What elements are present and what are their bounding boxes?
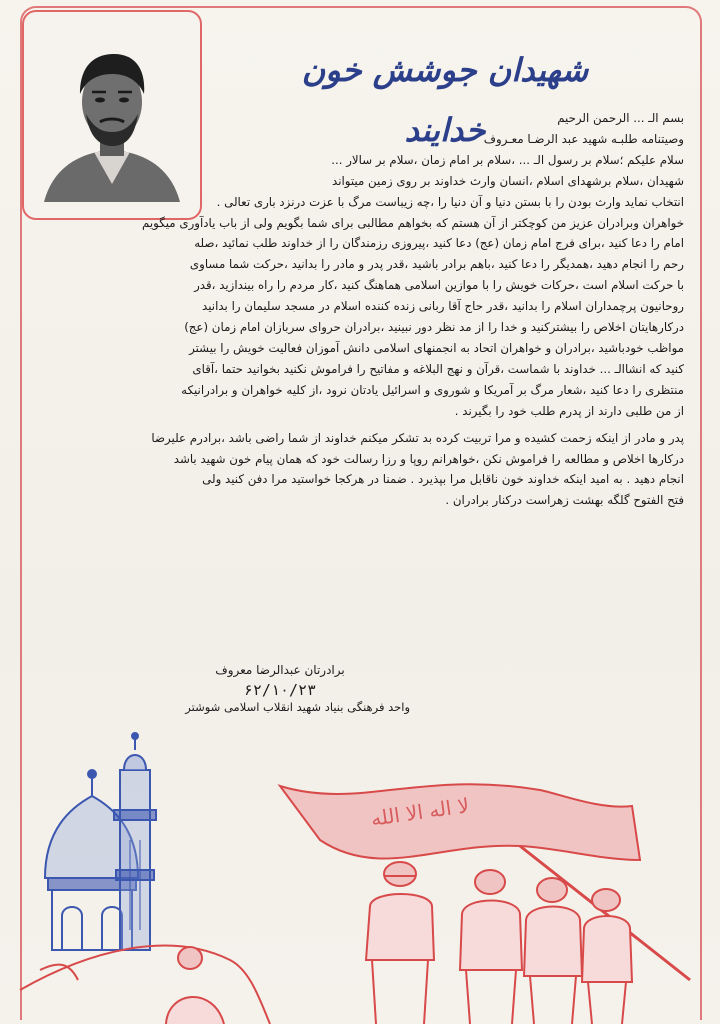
signature-name: برادرتان عبدالرضا معروف xyxy=(215,663,345,677)
text-line: مواظب خودباشید ،برادران و خواهران اتحاد به انجمنهای اسلامی دانش آموزان فعالیت خویش را بیشتر xyxy=(189,340,684,355)
text-line: انتخاب نماید وارث بودن را با بستن دنیا و آن دنیا را ،چه زیباست مرگ با عزت درنزد باری تعالی . xyxy=(216,194,684,209)
issuing-organization: واحد فرهنگی بنیاد شهید انقلاب اسلامی شوشتر xyxy=(185,700,410,714)
text-line: پدر و مادر از اینکه زحمت کشیده و مرا تربیت کرده بد تشکر میکنم خداوند از شما راضی باشد ،برادرم علیرضا xyxy=(151,430,684,445)
text-line: امام را دعا کنید ،برای فرج امام زمان (عج) دعا کنید ،پیروزی رزمندگان را از خداوند طلب نمائید ،صله xyxy=(194,236,684,251)
text-line: بسم الـ ... الرحمن الرحیم xyxy=(557,111,684,125)
text-line: درکارها اخلاص و مطالعه را فراموش نکن ،خواهرانم روپا و رزا رسالت خود که همان پیام خون شهید باشد xyxy=(173,451,684,466)
text-line: درکارهایتان اخلاص را بیشترکنید و خدا را از مد نظر دور نبینید ،برادران حروای سربازان امام زمان (عج) xyxy=(184,320,684,335)
text-line: رحم را انجام دهید ،همدیگر را دعا کنید ،باهم برادر باشید ،قدر پدر و مادر را بدانید ،حرکت شما مساوی xyxy=(189,257,684,272)
text-line: روحانیون پرچمداران اسلام را بدانید ،قدر حاج آقا ربانی زنده کننده اسلام در مسجد سلیمان را بدانید xyxy=(202,299,684,314)
mosque-illustration xyxy=(45,733,156,950)
text-line: با حرکت اسلام است ،حرکات خویش را با موازین اسلامی هماهنگ کنید ،کار مردم را راه بیندازید ،قدر xyxy=(194,278,684,293)
text-line: کنید که انشاالـ ... خداوند با شماست ،قرآن و نهج البلاغه و مفاتیح را فراموش نکنید بخوانید حتما ،آقای xyxy=(192,361,684,376)
text-line: انجام دهید . به امید اینکه خداوند خون ناقابل مرا بپذیرد . ضمنا در هرکجا خواستید مرا دفن کنید ولی xyxy=(202,472,684,487)
text-line: وصیتنامه طلبـه شهید عبد الرضـا معـروف xyxy=(483,131,684,146)
signature-block xyxy=(190,660,370,700)
illustration xyxy=(0,730,720,1024)
text-line: سلام علیکم ؛سلام بر رسول الـ ... ،سلام بر امام زمان ،سلام بر سالار ... xyxy=(331,152,684,167)
banner-slogan: لا اله الا الله xyxy=(369,793,471,831)
soldiers-illustration xyxy=(166,862,632,1024)
will-text xyxy=(44,108,684,511)
text-line: شهیدان ،سلام برشهدای اسلام ،انسان وارث خداوند بر روی زمین میتواند xyxy=(332,173,684,188)
text-line: از من طلبی دارند از پدرم طلب خود را بگیرند . xyxy=(454,403,684,418)
text-line: منتظری را دعا کنید ،شعار مرگ بر آمریکا و شوروی و اسرائیل یادتان نرود ،از کلیه خواهران و برادرانیکه xyxy=(181,382,684,397)
text-line: خواهران وبرادران عزیز من کوچکتر از آن هستم که بخواهم مطالبی برای شما بگویم ولی از باب یادآوری میگویم xyxy=(141,215,684,230)
signature-date: ۶۲/۱۰/۲۳ xyxy=(243,681,317,699)
page-title: شهیدان جوشش خون خدایند xyxy=(301,51,589,149)
text-line: فتح الفتوح گلگه بهشت زهراست درکنار برادران . xyxy=(445,493,684,508)
